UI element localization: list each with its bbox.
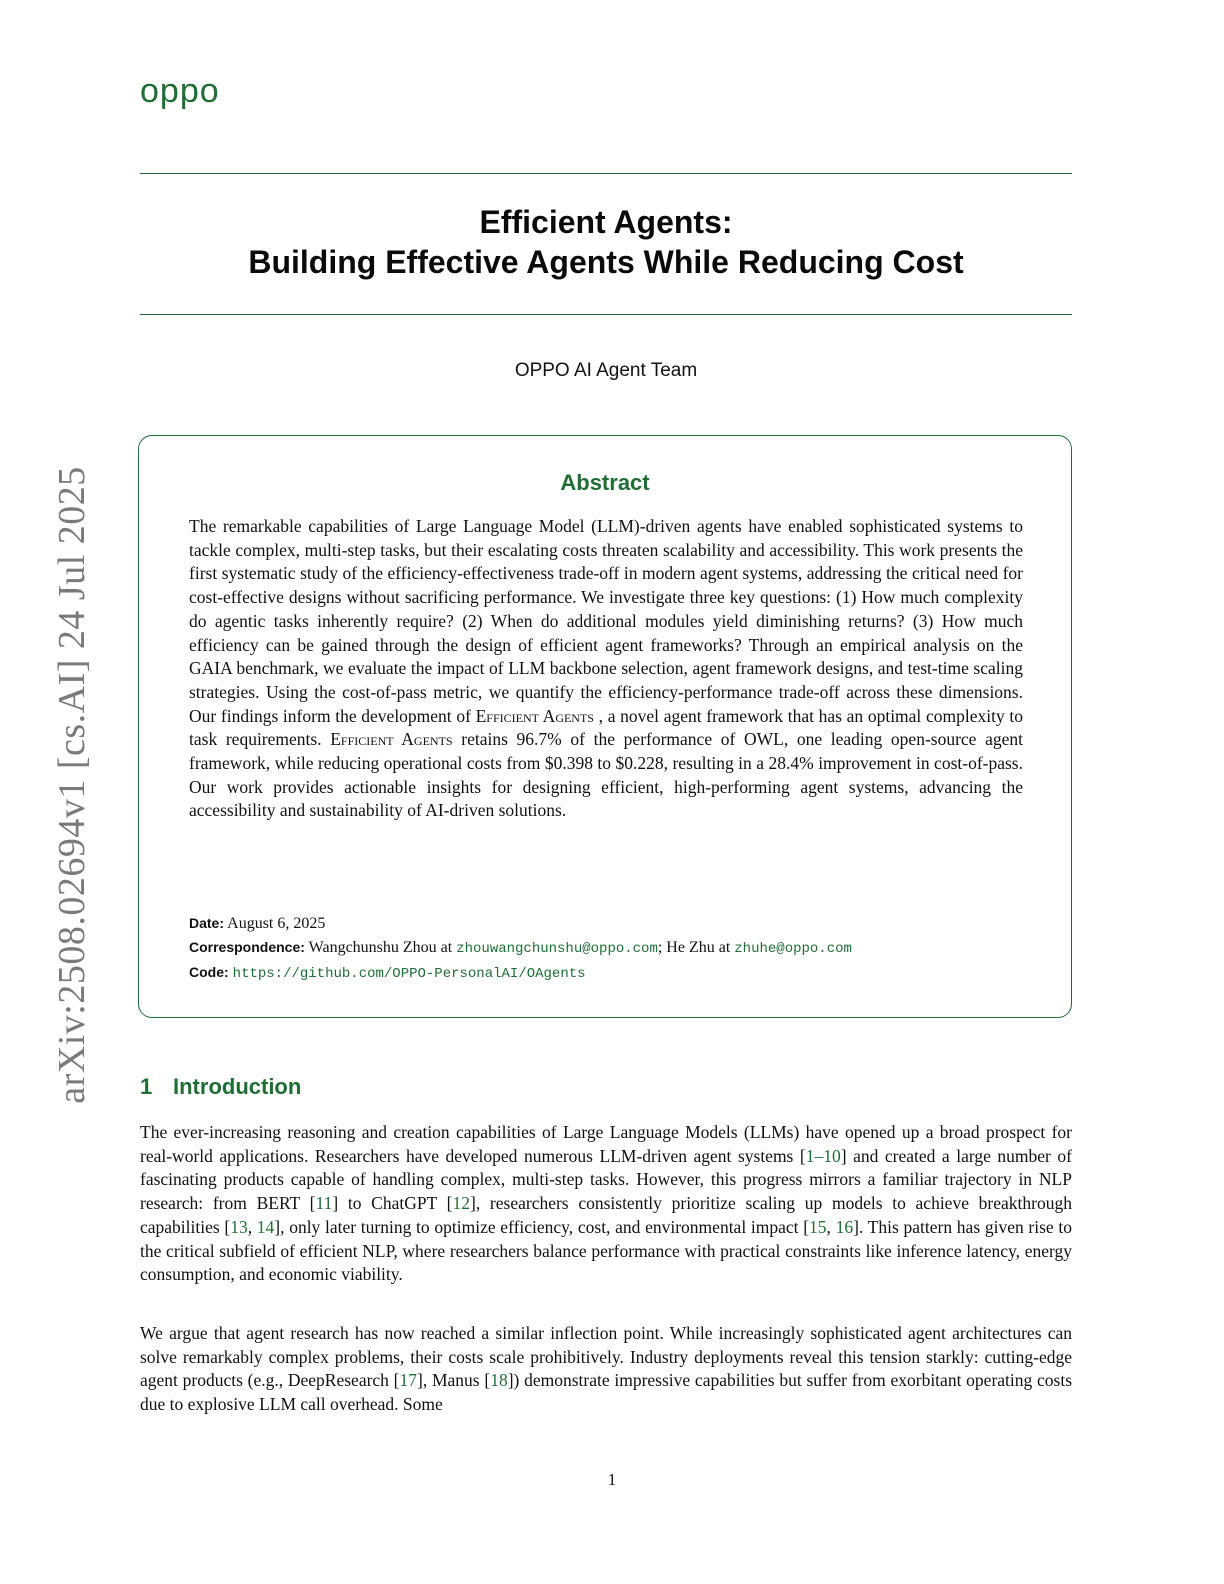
code-label: Code: [189,964,229,980]
arxiv-stamp: arXiv:2508.02694v1 [cs.AI] 24 Jul 2025 [51,466,93,1104]
date-line [189,912,1023,936]
paragraph-text: , [826,1216,836,1237]
title-line-1: Efficient Agents: [479,204,733,240]
paragraph-text: ] to ChatGPT [ [332,1193,453,1214]
citation-link[interactable]: 1–10 [805,1145,841,1166]
citation-link[interactable]: 14 [256,1216,275,1237]
code-link[interactable]: https://github.com/OPPO-PersonalAI/OAgents [232,966,586,982]
citation-link[interactable]: 15 [809,1216,827,1237]
intro-paragraph-1 [140,1121,1072,1287]
abstract-seg-1: The remarkable capabilities of Large Language Model (LLM)-driven agents have enabled sophisticated systems to tackle complex, multi-step tasks, but their escalating costs threaten scalability and accessibility. This work presents the first systematic study of the efficiency-effectiveness trade-off in modern agent systems, addressing the critical need for cost-effective designs without sacrificing performance. We investigate three key questions: (1) How much complexity do agentic tasks inherently require? (2) When do additional modules yield diminishing returns? (3) How much efficiency can be gained through the design of efficient agent frameworks? Through an empirical analysis on the GAIA benchmark, we evaluate the impact of LLM backbone selection, agent framework designs, and test-time scaling strategies. Using the cost-of-pass metric, we quantify the efficiency-performance trade-off across these dimensions. Our findings inform the development of [189,516,1023,726]
paragraph-text: ]) demonstrate impressive capabilities but suffer from exorbitant operating costs due to explosive LLM call overhead. Some [140,1370,1073,1415]
paragraph-text: ], only later turning to optimize efficiency, cost, and environmental impact [ [274,1216,810,1237]
framework-name: Efficient Agents [330,729,453,750]
title-rule-top [140,173,1072,174]
oppo-logo: oppo [140,72,220,110]
correspondence-name-1: Wangchunshu Zhou at [308,938,457,956]
author-line: OPPO AI Agent Team [514,360,698,381]
citation-link[interactable]: 18 [490,1370,508,1391]
date-value: August 6, 2025 [227,915,326,932]
section-number: 1 [140,1074,153,1099]
email-link-1[interactable]: zhouwangchunshu@oppo.com [456,940,658,957]
correspondence-sep: ; He Zhu at [657,938,735,956]
section-heading-introduction [140,1074,301,1100]
page-number: 1 [607,1470,617,1489]
paragraph-text: ] and created a large number of fascinating products capable of handling complex, multi-step tasks. However, this progress mirrors a familiar trajectory in NLP research: from BERT [ [140,1145,1072,1214]
citation-link[interactable]: 11 [315,1193,333,1214]
paper-title [140,202,1072,282]
paragraph-text: , [247,1216,257,1237]
framework-name: Efficient Agents [475,705,594,726]
paragraph-text: The ever-increasing reasoning and creation capabilities of Large Language Models (LLMs) have opened up a broad prospect for real-world applications. Researchers have developed numerous LLM-driven agent systems [ [140,1122,1072,1166]
paragraph-text: We argue that agent research has now reached a similar inflection point. While increasingly sophisticated agent architectures can solve remarkably complex problems, their costs scale prohibitively. Industry deployments reveal this tension starkly: cutting-edge agent products (e.g., DeepResearch [ [140,1323,1072,1391]
citation-link[interactable]: 13 [230,1216,248,1237]
abstract-seg-2: , a novel agent framework that has an optimal complexity to task requirements. [189,705,1023,750]
code-line [189,961,1023,987]
intro-paragraph-2 [140,1322,1072,1417]
abstract-heading: Abstract [560,470,650,495]
paragraph-text: ], researchers consistently prioritize scaling up models to achieve breakthrough capabilities [ [140,1193,1072,1237]
correspondence-line [189,936,1023,962]
abstract-meta [189,912,1023,987]
citation-link[interactable]: 12 [452,1193,471,1214]
title-line-2: Building Effective Agents While Reducing Cost [248,244,964,280]
date-label: Date: [189,915,225,931]
abstract-text [189,515,1023,823]
email-link-2[interactable]: zhuhe@oppo.com [734,940,852,957]
abstract-seg-3: retains 96.7% of the performance of OWL, one leading open-source agent framework, while reducing operational costs from $0.398 to $0.228, resulting in a 28.4% improvement in cost-of-pass. Our work provides actionable insights for designing efficient, high-performing agent systems, advancing the accessibility and sustainability of AI-driven solutions. [189,729,1023,821]
paragraph-text: ], Manus [ [417,1370,491,1391]
correspondence-label: Correspondence: [189,938,305,955]
citation-link[interactable]: 16 [835,1216,854,1237]
citation-link[interactable]: 17 [399,1370,418,1391]
abstract-box [138,435,1072,1018]
section-title: Introduction [173,1074,302,1099]
paragraph-text: ]. This pattern has given rise to the critical subfield of efficient NLP, where researchers balance performance with practical constraints like inference latency, energy consumption, and economic viability. [140,1216,1073,1285]
title-rule-bottom [140,314,1072,315]
